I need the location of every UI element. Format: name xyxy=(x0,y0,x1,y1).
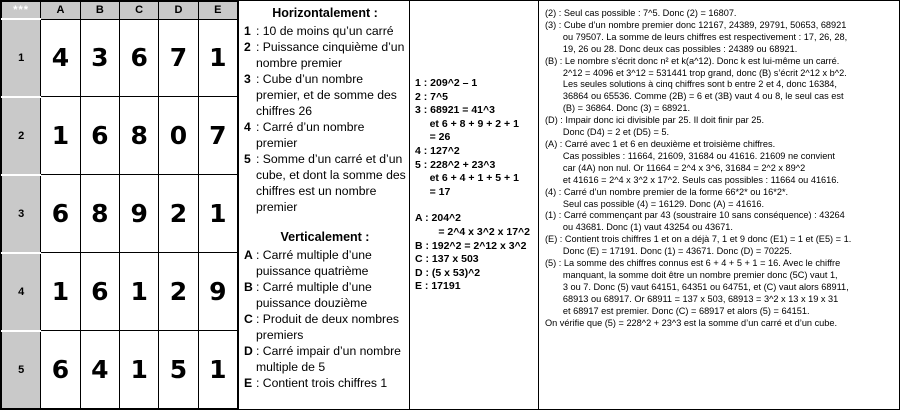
vertical-clue-c xyxy=(244,311,406,343)
grid-cell: 1 xyxy=(119,331,158,409)
grid-cell: 6 xyxy=(119,19,158,97)
horizontal-clue-1 xyxy=(244,23,406,39)
answer-line: et 6 + 4 + 1 + 5 + 1 xyxy=(415,172,519,185)
clue-text: : Contient trois chiffres 1 xyxy=(256,376,388,390)
explanation-line: Seul cas possible (4) = 16129. Donc (A) = 41616. xyxy=(545,198,765,209)
grid-row-3 xyxy=(2,175,238,253)
grid-cell: 4 xyxy=(41,19,80,97)
explanation-line: Donc (E) = 17191. Donc (1) = 43671. Donc (D) = 70225. xyxy=(545,246,792,257)
vertical-clue-a xyxy=(244,247,406,279)
answer-line: = 17 xyxy=(415,185,451,198)
clue-letter: E xyxy=(244,376,253,390)
explanation-line: (A) : Carré avec 1 et 6 en deuxième et troisième chiffres. xyxy=(545,138,776,149)
grid-cell: 1 xyxy=(119,253,158,331)
explanation-line: (1) : Carré commençant par 43 (soustraire 10 sans conséquence) : 43264 xyxy=(545,210,845,221)
answer-line: A : 204^2 xyxy=(415,212,462,225)
clue-text: : Somme d’un carré et d’un cube, et dont la somme des chiffres est un nombre premier xyxy=(256,152,406,214)
row-header-4: 4 xyxy=(2,253,41,331)
grid-table xyxy=(1,1,238,409)
grid-cell: 0 xyxy=(159,97,198,175)
clue-number: 5 xyxy=(244,152,251,166)
clues-column xyxy=(239,1,410,409)
explanation-line: 3 ou 7. Donc (5) vaut 64151, 64351 ou 64751, et (C) vaut alors 68911, xyxy=(545,281,849,292)
explanation-line: (5) : La somme des chiffres connus est 6 + 4 + 5 + 1 = 16. Avec le chiffre xyxy=(545,258,841,269)
explanation-line: 36864 ou 65536. Comme (2B) = 6 et (3B) vaut 4 ou 8, le seul cas est xyxy=(545,91,844,102)
clue-number: 3 xyxy=(244,72,251,86)
horizontal-clue-3 xyxy=(244,71,406,119)
answer-line: B : 192^2 = 2^12 x 3^2 xyxy=(415,239,527,252)
row-header-3: 3 xyxy=(2,175,41,253)
answers-column xyxy=(410,1,539,409)
grid-cell: 6 xyxy=(41,175,80,253)
explanation-line: (4) : Carré d’un nombre premier de la forme 66*2* ou 16*2*. xyxy=(545,186,789,197)
grid-cell: 5 xyxy=(159,331,198,409)
column-header-d: D xyxy=(159,2,198,20)
clue-letter: D xyxy=(244,344,253,358)
clue-text: : Carré d’un nombre premier xyxy=(256,120,365,150)
clue-number: 4 xyxy=(244,120,251,134)
clue-text: : Carré impair d’un nombre multiple de 5 xyxy=(256,344,401,374)
answer-line: = 2^4 x 3^2 x 17^2 xyxy=(415,225,531,238)
grid-cell: 4 xyxy=(80,331,119,409)
grid-cell: 1 xyxy=(198,175,237,253)
column-header-b: B xyxy=(80,2,119,20)
clue-text: : Produit de deux nombres premiers xyxy=(256,312,399,342)
answer-line: = 26 xyxy=(415,131,451,144)
horizontal-clue-4 xyxy=(244,119,406,151)
grid-cell: 3 xyxy=(80,19,119,97)
explanation-line: (2) : Seul cas possible : 7^5. Donc (2) = 16807. xyxy=(545,8,737,18)
grid-cell: 1 xyxy=(198,19,237,97)
grid-cell: 9 xyxy=(119,175,158,253)
clue-text: : Carré multiple d’une puissance douzième xyxy=(256,280,372,310)
horizontal-clues-title: Horizontalement : xyxy=(272,6,378,20)
explanation-line: 19, 26 ou 28. Donc deux cas possibles : 24389 ou 68921. xyxy=(545,43,798,54)
clue-text: : Puissance cinquième d’un nombre premier xyxy=(256,40,405,70)
column-header-c: C xyxy=(119,2,158,20)
explanation-line: (D) : Impair donc ici divisible par 25. Il doit finir par 25. xyxy=(545,115,765,126)
explanation-line: Les seules solutions à cinq chiffres sont b entre 2 et 4, donc 16384, xyxy=(545,79,837,90)
column-header-a: A xyxy=(41,2,80,20)
grid-row-4 xyxy=(2,253,238,331)
grid-cell: 1 xyxy=(41,253,80,331)
explanation-line: ou 79507. La somme de leurs chiffres est respectivement : 17, 26, 28, xyxy=(545,31,848,42)
horizontal-clue-2 xyxy=(244,39,406,71)
vertical-clue-b xyxy=(244,279,406,311)
clue-letter: B xyxy=(244,280,253,294)
vertical-clue-e xyxy=(244,375,406,391)
answer-line: 3 : 68921 = 41^3 xyxy=(415,104,495,117)
grid-row-1 xyxy=(2,19,238,97)
vertical-clue-d xyxy=(244,343,406,375)
explanation-line: manquant, la somme doit être un nombre premier donc (5C) vaut 1, xyxy=(545,269,838,280)
clue-number: 2 xyxy=(244,40,251,54)
explanation-line: (3) : Cube d’un nombre premier donc 12167, 24389, 29791, 50653, 68921 xyxy=(545,19,847,30)
vertical-clues-title: Verticalement : xyxy=(280,230,370,244)
explanation-line: et 41616 = 2^4 x 3^2 x 17^2. Seuls cas possibles : 11664 ou 41616. xyxy=(545,174,839,185)
grid-cell: 6 xyxy=(80,97,119,175)
answer-line: et 6 + 8 + 9 + 2 + 1 xyxy=(415,117,519,130)
grid-cell: 7 xyxy=(198,97,237,175)
explanation-line: et 68917 est premier. Donc (C) = 68917 et alors (5) = 64151. xyxy=(545,305,810,316)
grid-header-row xyxy=(2,2,238,20)
clue-text: : 10 de moins qu’un carré xyxy=(256,24,394,38)
explanation-line: 2^12 = 4096 et 3^12 = 531441 trop grand, donc (B) s’écrit 2^12 x b^2. xyxy=(545,67,847,78)
explanation-line: (B) : Le nombre s’écrit donc n² et k(a^12). Donc k est lui-même un carré. xyxy=(545,55,840,66)
answer-line: 1 : 209^2 – 1 xyxy=(415,77,478,89)
explanation-line: ou 43681. Donc (1) vaut 43254 ou 43671. xyxy=(545,222,733,233)
grid-cell: 8 xyxy=(80,175,119,253)
row-header-1: 1 xyxy=(2,19,41,97)
explanation-line: Donc (D4) = 2 et (D5) = 5. xyxy=(545,127,670,138)
grid-cell: 2 xyxy=(159,175,198,253)
answer-line: 2 : 7^5 xyxy=(415,90,448,103)
clue-text: : Carré multiple d’une puissance quatrième xyxy=(256,248,372,278)
clue-text: : Cube d’un nombre premier, et de somme des chiffres 26 xyxy=(256,72,397,118)
clue-letter: C xyxy=(244,312,253,326)
grid-cell: 1 xyxy=(198,331,237,409)
grid-corner: *** xyxy=(2,2,41,20)
grid-cell: 7 xyxy=(159,19,198,97)
grid-cell: 6 xyxy=(80,253,119,331)
grid-row-2 xyxy=(2,97,238,175)
explanation-line: (B) = 36864. Donc (3) = 68921. xyxy=(545,103,691,114)
grid-cell: 8 xyxy=(119,97,158,175)
horizontal-clue-5 xyxy=(244,151,406,215)
column-header-e: E xyxy=(198,2,237,20)
answer-spacer xyxy=(415,199,536,212)
answer-line: D : (5 x 53)^2 xyxy=(415,266,481,279)
explanation-column xyxy=(539,1,899,409)
explanation-line: On vérifie que (5) = 228^2 + 23^3 est la somme d’un carré et d’un cube. xyxy=(545,317,838,328)
grid-cell: 2 xyxy=(159,253,198,331)
grid-row-5 xyxy=(2,331,238,409)
row-header-5: 5 xyxy=(2,331,41,409)
explanation-line: Cas possibles : 11664, 21609, 31684 ou 41616. 21609 ne convient xyxy=(545,150,835,161)
grid-cell: 1 xyxy=(41,97,80,175)
answer-line: C : 137 x 503 xyxy=(415,253,479,266)
clue-letter: A xyxy=(244,248,253,262)
row-header-2: 2 xyxy=(2,97,41,175)
explanation-line: (E) : Contient trois chiffres 1 et on a déjà 7, 1 et 9 donc (E1) = 1 et (E5) = 1. xyxy=(545,234,852,245)
answer-line: 4 : 127^2 xyxy=(415,144,460,157)
answer-line: 5 : 228^2 + 23^3 xyxy=(415,158,496,171)
answer-line: E : 17191 xyxy=(415,280,461,293)
explanation-line: car (4A) non nul. Or 11664 = 2^4 x 3^6, 31684 = 2^2 x 89^2 xyxy=(545,162,806,173)
explanation-line: 68913 ou 68917. Or 68911 = 137 x 503, 68913 = 3^2 x 13 x 19 x 31 xyxy=(545,293,839,304)
crossnumber-grid xyxy=(1,1,239,409)
grid-cell: 9 xyxy=(198,253,237,331)
grid-cell: 6 xyxy=(41,331,80,409)
clue-number: 1 xyxy=(244,24,251,38)
